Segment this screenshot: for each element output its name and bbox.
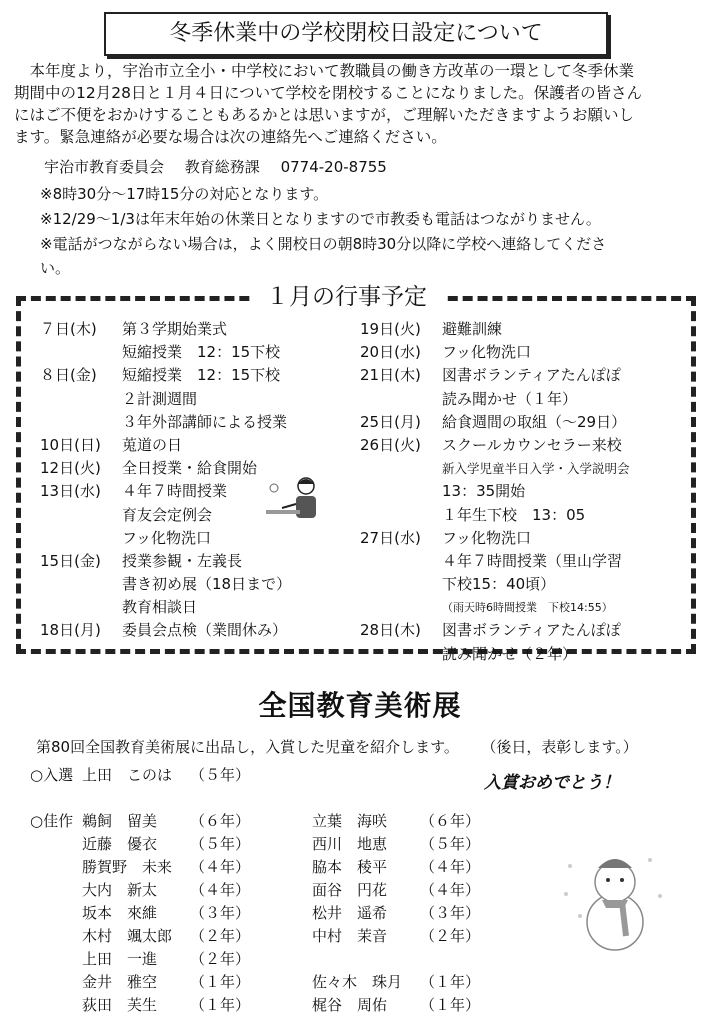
award-name: 近藤 優衣 <box>82 835 158 853</box>
schedule-event <box>360 573 690 596</box>
award-grade: （５年） <box>190 835 251 853</box>
event-text: 13：35開始 <box>442 482 526 501</box>
schedule-event <box>40 364 360 387</box>
event-date <box>360 504 442 527</box>
schedule-event <box>40 411 360 434</box>
note-continuation: い。 <box>40 259 71 277</box>
award-grade <box>420 764 542 787</box>
award-name: 勝賀野 未来 <box>82 858 173 876</box>
schedule-right-column <box>360 318 690 666</box>
schedule-event <box>360 619 690 642</box>
award-grade: （６年） <box>190 812 251 830</box>
award-name: 面谷 円花 <box>312 881 388 899</box>
event-date: 15日(金) <box>40 551 101 570</box>
event-text: 下校15：40頃） <box>442 575 556 594</box>
award-category <box>30 856 82 879</box>
event-date <box>360 388 442 411</box>
schedule-event <box>360 411 690 434</box>
event-date <box>360 480 442 503</box>
intro-line: 期間中の12月28日と１月４日について学校を閉校することになりました。保護者の皆さん <box>14 84 643 102</box>
intro-line: にはご不便をおかけすることもあるかとは思いますが，ご理解いただきますようお願いし <box>14 106 635 124</box>
schedule-event <box>360 434 690 457</box>
contact-line <box>44 156 403 177</box>
event-text: ４年７時間授業（里山学習 <box>442 551 623 570</box>
award-name: 上田 一進 <box>82 950 158 968</box>
event-date <box>360 596 442 619</box>
event-date: 21日(木) <box>360 366 421 385</box>
event-date <box>40 596 122 619</box>
event-text: （雨天時6時間授業 下校14:55） <box>442 601 613 615</box>
event-date <box>360 457 442 480</box>
award-grade: （２年） <box>420 927 481 945</box>
award-name: 荻田 芙生 <box>82 996 158 1014</box>
child-drawing-illustration <box>262 474 326 530</box>
award-name: 梶谷 周佑 <box>312 996 388 1014</box>
event-text: 新入学児童半日入学・入学説明会 <box>442 461 630 477</box>
event-text: 教育相談日 <box>122 598 198 617</box>
award-row <box>30 879 542 902</box>
award-grade: （１年） <box>420 996 481 1014</box>
award-grade: （５年） <box>190 766 251 784</box>
event-text: 全日授業・給食開始 <box>122 459 258 478</box>
event-date: 19日(火) <box>360 320 421 338</box>
award-category <box>30 948 82 971</box>
contact-dept: 教育総務課 <box>184 158 260 176</box>
note-item: ※ 8時30分～17時15分の対応となります。 <box>40 182 700 207</box>
award-row <box>30 856 542 879</box>
award-name: 立葉 海咲 <box>312 812 388 830</box>
schedule-event <box>40 619 360 642</box>
event-text: ４年７時間授業 <box>122 482 228 501</box>
schedule-event <box>360 504 690 527</box>
event-date <box>40 388 122 411</box>
event-text: 短縮授業 12：15下校 <box>122 366 281 385</box>
event-date: 12日(火) <box>40 459 101 478</box>
award-grade: （４年） <box>420 858 481 876</box>
event-date <box>40 573 122 596</box>
award-category: ○佳作 <box>30 812 74 830</box>
event-text: ３年外部講師による授業 <box>122 412 288 431</box>
event-date <box>40 504 122 527</box>
event-text: 授業参観・左義長 <box>122 551 243 570</box>
award-grade: （１年） <box>420 973 481 991</box>
art-title: 全国教育美術展 <box>258 689 462 722</box>
award-row <box>30 787 542 810</box>
award-category <box>30 787 82 810</box>
award-category <box>30 994 82 1017</box>
award-grade: （１年） <box>190 973 251 991</box>
award-grade: （３年） <box>190 904 251 922</box>
contact-org: 宇治市教育委員会 <box>44 158 165 176</box>
award-row <box>30 994 542 1017</box>
event-date: 27日(水) <box>360 528 421 547</box>
award-name: 大内 新太 <box>82 881 158 899</box>
schedule-event <box>360 596 690 619</box>
schedule-event <box>40 388 360 411</box>
event-date: 20日(水) <box>360 343 421 362</box>
award-name <box>312 764 420 787</box>
closure-notes <box>40 182 700 257</box>
award-name: 松井 遥希 <box>312 904 388 922</box>
schedule-event <box>360 480 690 503</box>
art-intro <box>36 736 706 757</box>
award-category <box>30 902 82 925</box>
award-row <box>30 948 542 971</box>
award-row <box>30 810 542 833</box>
schedule-event <box>360 643 690 666</box>
award-name: 脇本 稜平 <box>312 858 388 876</box>
award-name <box>312 787 420 810</box>
schedule-event <box>360 318 690 341</box>
event-text: フッ化物洗口 <box>122 528 211 547</box>
award-grade: （２年） <box>190 950 251 968</box>
closure-intro <box>14 60 704 148</box>
schedule-event <box>360 550 690 573</box>
event-text: 莵道の日 <box>122 435 183 454</box>
award-name: 中村 茉音 <box>312 927 388 945</box>
schedule-event <box>40 550 360 573</box>
award-category: ○入選 <box>30 766 74 784</box>
award-name: 坂本 來維 <box>82 904 158 922</box>
award-grade <box>420 787 542 810</box>
award-grade: （６年） <box>420 812 481 830</box>
congrats-text: 入賞おめでとう！ <box>484 773 620 793</box>
schedule-event <box>360 364 690 387</box>
event-text: 読み聞かせ（１年） <box>442 389 578 408</box>
art-intro-text: 第80回全国教育美術展に出品し，入賞した児童を紹介します。 <box>36 738 459 756</box>
event-date: ８日(金) <box>40 366 97 385</box>
event-text: フッ化物洗口 <box>442 528 531 547</box>
award-row <box>30 833 542 856</box>
schedule-event <box>40 527 360 550</box>
award-name: 上田 このは <box>82 766 173 784</box>
event-text: 給食週間の取組（～29日） <box>442 412 627 431</box>
award-grade: （４年） <box>190 858 251 876</box>
event-date: 18日(月) <box>40 621 101 640</box>
event-date: 28日(木) <box>360 621 421 640</box>
award-name: 鵜飼 留美 <box>82 812 158 830</box>
event-date: 26日(火) <box>360 435 421 454</box>
award-grade: （５年） <box>420 835 481 853</box>
schedule-event <box>360 527 690 550</box>
event-date: 10日(日) <box>40 435 101 454</box>
award-grade: （２年） <box>190 927 251 945</box>
schedule-event <box>360 388 690 411</box>
event-text: 図書ボランティアたんぽぽ <box>442 366 621 385</box>
schedule-event <box>40 573 360 596</box>
award-grade: （１年） <box>190 996 251 1014</box>
event-text: スクールカウンセラー来校 <box>442 435 622 454</box>
award-category <box>30 879 82 902</box>
award-category <box>30 925 82 948</box>
event-text: 読み聞かせ（２年） <box>442 644 578 663</box>
award-row <box>30 925 542 948</box>
event-text: 第３学期始業式 <box>122 320 228 338</box>
award-row <box>30 902 542 925</box>
award-row <box>30 971 542 994</box>
award-grade: （４年） <box>420 881 481 899</box>
award-name: 木村 颯太郎 <box>82 927 173 945</box>
award-name: 西川 地恵 <box>312 835 388 853</box>
event-date <box>360 573 442 596</box>
event-text: 育友会定例会 <box>122 505 213 524</box>
event-date <box>360 643 442 666</box>
event-date: 13日(水) <box>40 482 101 501</box>
note-item: ※ 12/29～1/3は年末年始の休業日となりますので市教委も電話はつながりません。 <box>40 207 700 232</box>
schedule-event <box>40 434 360 457</box>
event-date <box>40 527 122 550</box>
intro-line: ます。緊急連絡が必要な場合は次の連絡先へご連絡ください。 <box>14 128 447 146</box>
schedule-event <box>40 341 360 364</box>
schedule-event <box>40 596 360 619</box>
closure-title: 冬季休業中の学校閉校日設定について <box>104 12 608 56</box>
award-grade <box>420 948 542 971</box>
schedule-event <box>360 457 690 480</box>
event-date: 25日(月) <box>360 412 421 431</box>
event-date <box>360 550 442 573</box>
award-name <box>312 948 420 971</box>
award-name: 金井 雅空 <box>82 973 158 991</box>
note-item: ※ 電話がつながらない場合は，よく開校日の朝8時30分以降に学校へ連絡してくださ <box>40 232 700 257</box>
contact-phone: 0774-20-8755 <box>280 158 387 176</box>
event-text: 図書ボランティアたんぽぽ <box>442 621 621 640</box>
award-list <box>30 764 542 1017</box>
event-text: 短縮授業 12：15下校 <box>122 343 281 362</box>
award-grade: （３年） <box>420 904 481 922</box>
snowman-illustration <box>560 846 670 956</box>
art-intro-later: （後日，表彰します。） <box>488 738 638 756</box>
intro-line: 本年度より，宇治市立全小・中学校において教職員の働き方改革の一環として冬季休業 <box>29 62 635 80</box>
award-grade: （４年） <box>190 881 251 899</box>
event-text: １年生下校 13：05 <box>442 505 586 524</box>
schedule-event <box>40 318 360 341</box>
event-text: 書き初め展（18日まで） <box>122 575 292 594</box>
schedule-title: １月の行事予定 <box>250 282 443 312</box>
event-text: フッ化物洗口 <box>442 343 531 362</box>
schedule-event <box>360 341 690 364</box>
award-name <box>82 787 190 810</box>
award-grade <box>190 787 312 810</box>
award-name: 佐々木 珠月 <box>312 973 403 991</box>
award-category <box>30 971 82 994</box>
award-row <box>30 764 542 787</box>
event-text: 避難訓練 <box>442 320 503 338</box>
event-date <box>40 411 122 434</box>
event-text: 委員会点検（業間休み） <box>122 621 288 640</box>
award-category <box>30 833 82 856</box>
event-date: ７日(木) <box>40 320 97 338</box>
event-date <box>40 341 122 364</box>
event-text: ２計測週間 <box>122 389 198 408</box>
